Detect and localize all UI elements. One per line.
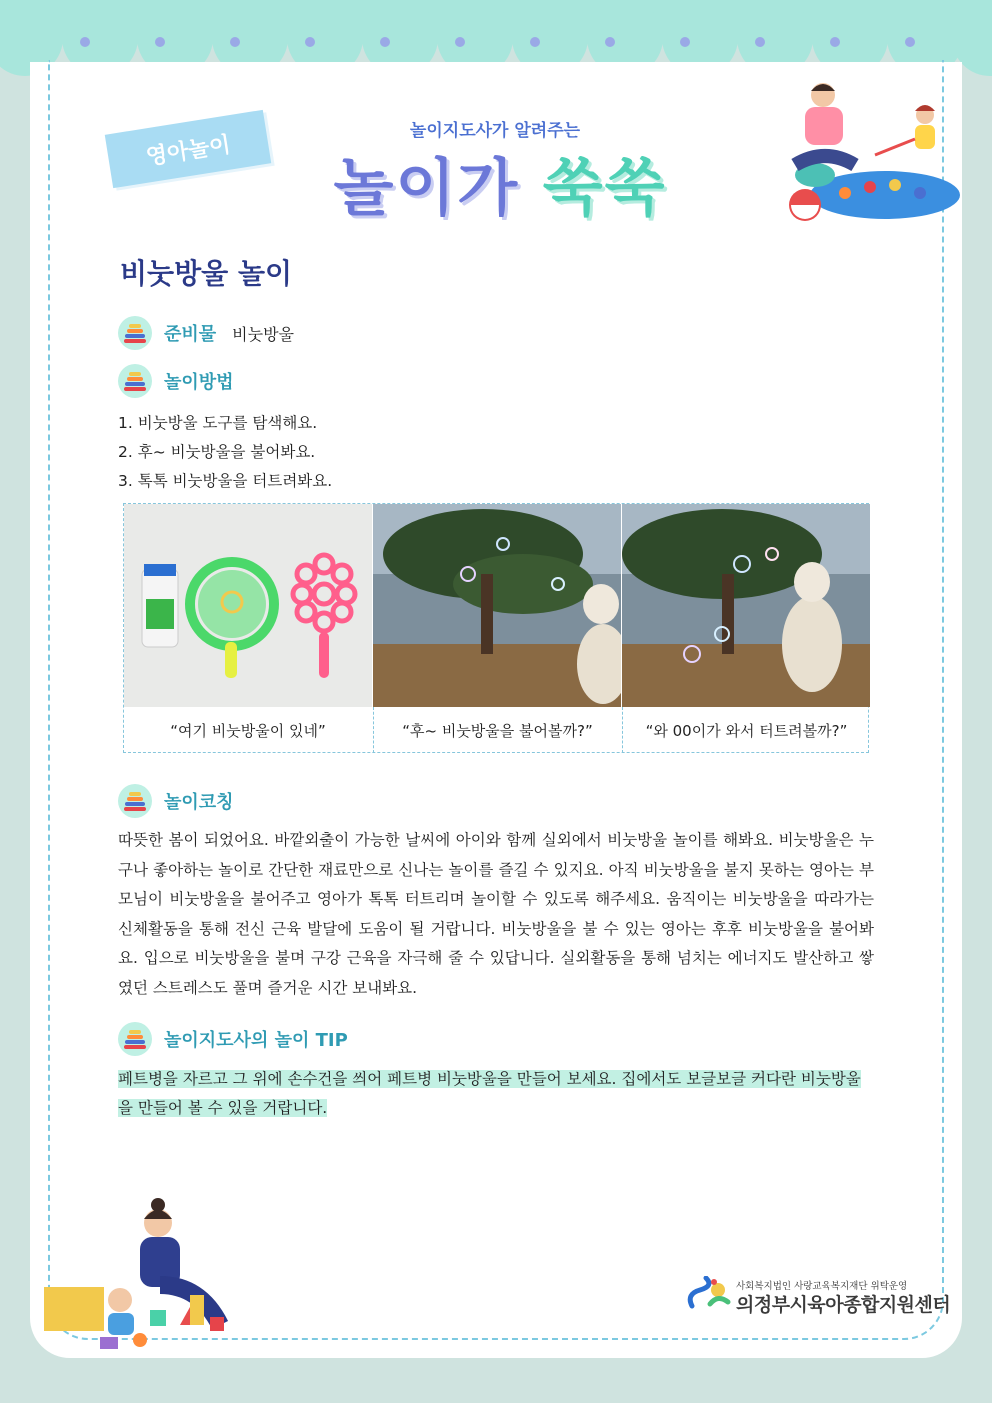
ring-stacker-icon bbox=[118, 784, 152, 818]
coaching-text: 따뜻한 봄이 되었어요. 바깥외출이 가능한 날씨에 아이와 함께 실외에서 비눗방울 놀이를 해봐요. 비눗방울은 누구나 좋아하는 놀이로 간단한 재료만으로 신나는 놀이를 즐길 수 있지요. 아직 비눗방울을 불지 못하는 영아는 부모님이 비눗방울을 불어주고 영아가 톡톡 터트리며 놀이할 수 있도록 해주세요. 움직이는 비눗방울을 따라가는 신체활동을 통해 전신 근육 발달에 도움이 될 거랍니다. 비눗방울을 불 수 있는 영아는 후후 비눗방울을 불어봐요. 입으로 비눗방울을 불며 구강 근육을 자극해 줄 수 있답니다. 실외활동을 통해 넘치는 에너지도 발산하고 쌓였던 스트레스도 풀며 즐거운 시간 보내봐요. bbox=[118, 831, 874, 997]
center-logo-icon bbox=[684, 1276, 734, 1316]
tip-text bbox=[118, 1065, 874, 1123]
page-title bbox=[330, 138, 670, 227]
ring-stacker-icon bbox=[118, 1022, 152, 1056]
ring-stacker-icon bbox=[118, 364, 152, 398]
org-name: 의정부시육아종합지원센터 bbox=[736, 1294, 951, 1316]
parent-child-play-illustration bbox=[775, 75, 965, 225]
tip-section bbox=[118, 1022, 348, 1056]
tip-highlight: 페트병을 자르고 그 위에 손수건을 씌어 페트병 비눗방울을 만들어 보세요. 집에서도 보글보글 커다란 비눗방울을 만들어 볼 수 있을 거랍니다. bbox=[118, 1070, 861, 1117]
photo-blowing-bubbles bbox=[373, 504, 621, 707]
method-section bbox=[118, 364, 234, 398]
page-subtitle: 놀이지도사가 알려주는 bbox=[409, 121, 581, 141]
photo-bubble-tools bbox=[124, 504, 372, 707]
list-item: 3. 톡톡 비눗방울을 터트려봐요. bbox=[118, 472, 333, 490]
photo-caption: “후~ 비눗방울을 불어볼까?” bbox=[373, 707, 621, 753]
coaching-label: 놀이코칭 bbox=[164, 792, 234, 813]
photo-popping-bubbles bbox=[622, 504, 870, 707]
ring-stacker-icon bbox=[118, 316, 152, 350]
materials-section bbox=[118, 316, 294, 350]
title-part1: 놀이가 bbox=[333, 151, 543, 224]
category-tag: 영아놀이 bbox=[105, 110, 271, 188]
materials-label: 준비물 bbox=[164, 324, 217, 345]
mother-baby-blocks-illustration bbox=[40, 1195, 250, 1365]
method-label: 놀이방법 bbox=[164, 372, 234, 393]
activity-title: 비눗방울 놀이 bbox=[120, 257, 293, 290]
list-item: 1. 비눗방울 도구를 탐색해요. bbox=[118, 414, 318, 432]
tip-label: 놀이지도사의 놀이 TIP bbox=[164, 1030, 348, 1051]
materials-value: 비눗방울 bbox=[232, 324, 294, 344]
list-item: 2. 후~ 비눗방울을 불어봐요. bbox=[118, 443, 316, 461]
photo-caption: “와 00이가 와서 터트려볼까?” bbox=[622, 707, 870, 753]
coaching-section bbox=[118, 784, 234, 818]
org-operator: 사회복지법인 사랑교육복지재단 위탁운영 bbox=[736, 1281, 908, 1292]
photo-caption: “여기 비눗방울이 있네” bbox=[170, 721, 326, 740]
photo-strip bbox=[123, 503, 869, 753]
title-part2: 쑥쑥 bbox=[542, 151, 667, 224]
method-steps bbox=[118, 409, 332, 496]
